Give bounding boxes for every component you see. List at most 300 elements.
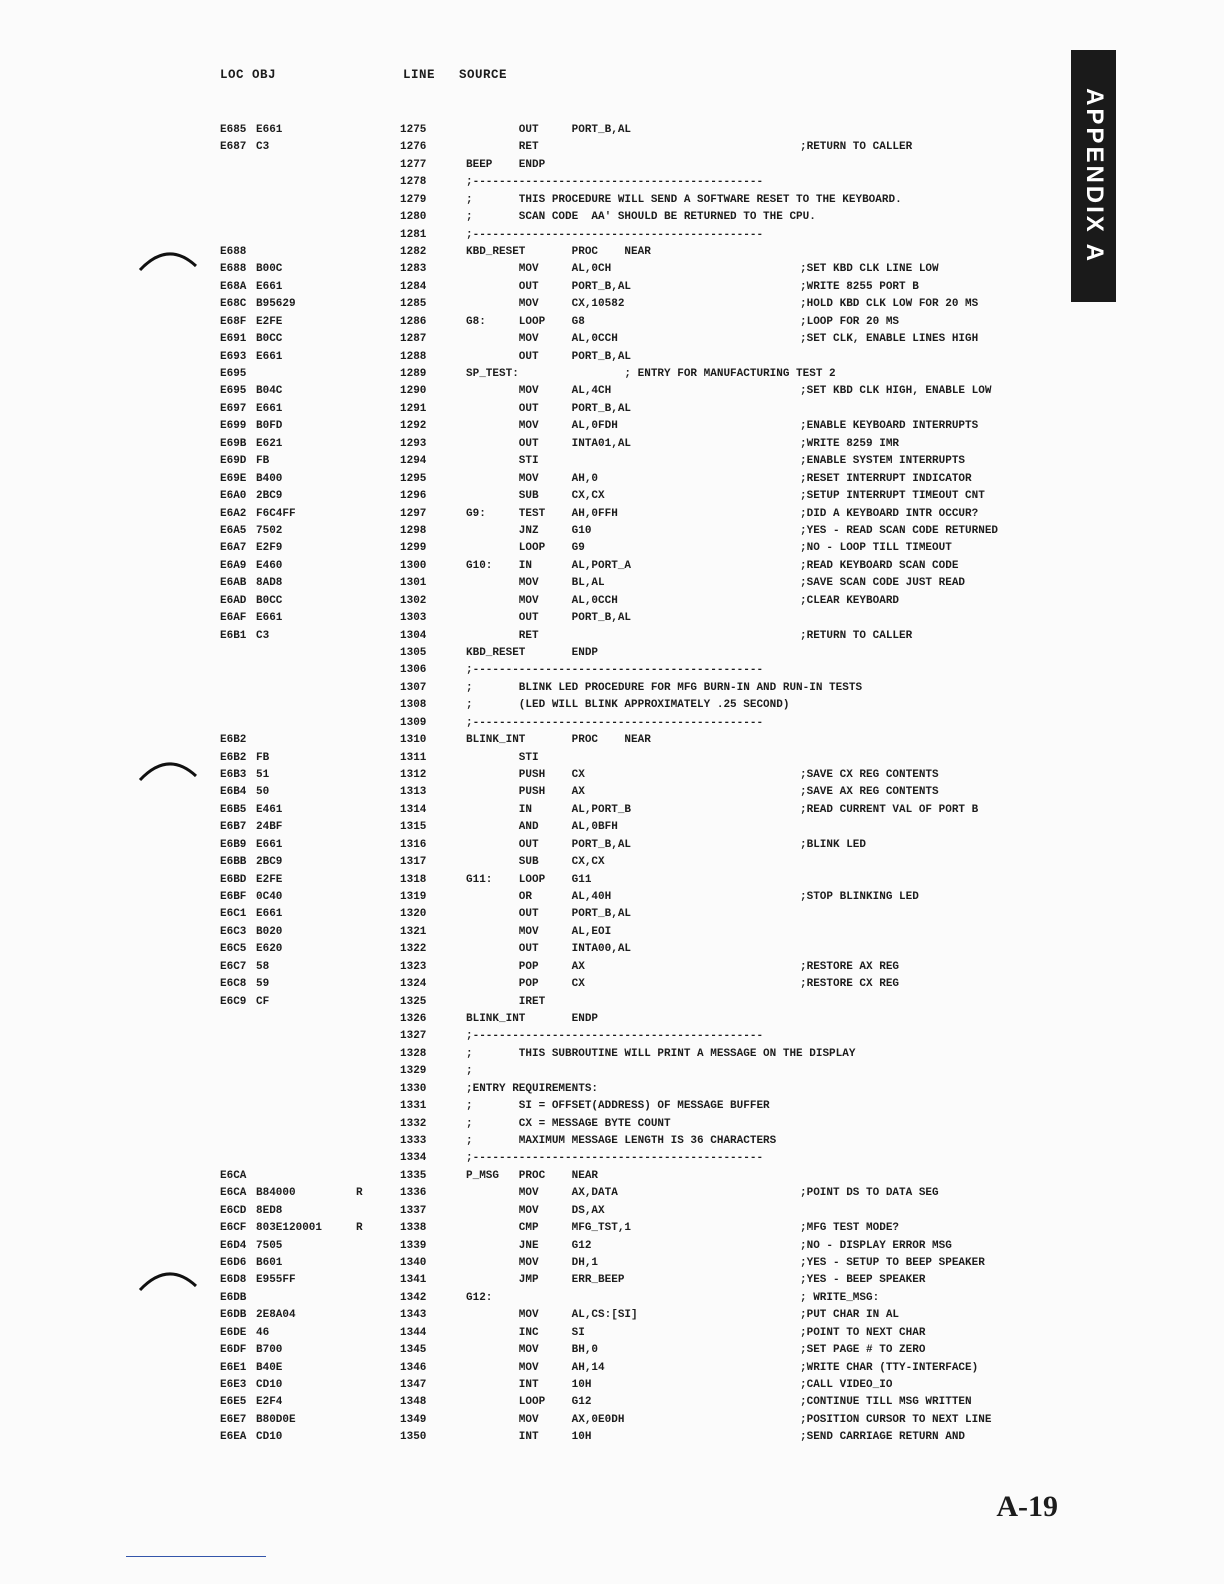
source-cell: ; CX = MESSAGE BYTE COUNT xyxy=(466,1117,671,1130)
obj-cell: E620 xyxy=(256,943,283,956)
source-cell: LOOP G12 xyxy=(466,1396,592,1409)
comment-cell: ;BLINK LED xyxy=(800,838,867,851)
listing-row xyxy=(0,159,1224,176)
loc-cell: E6BF xyxy=(220,890,247,903)
line-number: 1324 xyxy=(400,978,427,991)
listing-row xyxy=(0,508,1224,525)
line-number: 1301 xyxy=(400,577,427,590)
listing-row xyxy=(0,281,1224,298)
loc-cell: E6D8 xyxy=(220,1274,247,1287)
comment-cell: ;ENABLE SYSTEM INTERRUPTS xyxy=(800,455,966,468)
comment-cell: ;STOP BLINKING LED xyxy=(800,890,919,903)
obj-cell: FB xyxy=(256,455,270,468)
line-number: 1305 xyxy=(400,646,427,659)
reloc-cell: R xyxy=(356,1187,363,1200)
source-cell: RET xyxy=(466,629,539,642)
obj-cell: E2F4 xyxy=(256,1396,283,1409)
line-number: 1284 xyxy=(400,280,427,293)
line-number: 1315 xyxy=(400,821,427,834)
source-cell: RET xyxy=(466,141,539,154)
obj-cell: B020 xyxy=(256,925,283,938)
page-number: A-19 xyxy=(996,1490,1058,1523)
loc-cell: E6E3 xyxy=(220,1379,247,1391)
listing-row xyxy=(0,194,1224,211)
line-number: 1335 xyxy=(400,1169,427,1182)
loc-cell: E6A9 xyxy=(220,559,247,572)
line-number: 1295 xyxy=(400,472,427,485)
source-cell: JMP ERR_BEEP xyxy=(466,1274,625,1287)
line-number: 1344 xyxy=(400,1326,427,1339)
line-number: 1291 xyxy=(400,402,427,415)
line-number: 1286 xyxy=(400,315,427,328)
line-number: 1293 xyxy=(400,437,427,450)
loc-cell: E697 xyxy=(220,402,247,415)
listing-row xyxy=(0,1344,1224,1361)
obj-cell: B84000 xyxy=(256,1187,296,1200)
line-number: 1283 xyxy=(400,263,427,276)
source-cell: ; xyxy=(466,1065,473,1078)
loc-cell: E6DF xyxy=(220,1344,247,1357)
comment-cell: ;RESTORE AX REG xyxy=(800,960,900,973)
line-number: 1336 xyxy=(400,1187,427,1200)
line-number: 1345 xyxy=(400,1344,427,1357)
listing-row xyxy=(0,1222,1224,1239)
obj-cell: B400 xyxy=(256,472,283,485)
line-number: 1333 xyxy=(400,1134,427,1147)
line-number: 1340 xyxy=(400,1257,427,1269)
listing-row xyxy=(0,1379,1224,1396)
source-cell: MOV CX,10582 xyxy=(466,298,625,311)
comment-cell: ;SAVE CX REG CONTENTS xyxy=(800,768,939,781)
obj-cell: B0FD xyxy=(256,420,283,433)
listing-row xyxy=(0,769,1224,786)
source-cell: KBD_RESET ENDP xyxy=(466,646,599,659)
loc-cell: E6E1 xyxy=(220,1361,247,1374)
line-number: 1343 xyxy=(400,1309,427,1322)
listing-row xyxy=(0,1065,1224,1082)
source-cell: KBD_RESET PROC NEAR xyxy=(466,246,651,258)
listing-row xyxy=(0,1240,1224,1257)
source-cell: POP CX xyxy=(466,978,585,991)
source-cell: ; THIS PROCEDURE WILL SEND A SOFTWARE RESET TO THE KEYBOARD. xyxy=(466,193,902,206)
source-cell: MOV DS,AX xyxy=(466,1204,605,1217)
footer-rule xyxy=(126,1556,266,1557)
loc-cell: E6B9 xyxy=(220,838,247,851)
listing-row xyxy=(0,595,1224,612)
line-number: 1310 xyxy=(400,734,427,746)
obj-cell: E661 xyxy=(256,838,283,851)
comment-cell: ;CONTINUE TILL MSG WRITTEN xyxy=(800,1396,972,1409)
comment-cell: ;POINT TO NEXT CHAR xyxy=(800,1326,926,1339)
source-cell: OUT PORT_B,AL xyxy=(466,402,632,415)
header-source: SOURCE xyxy=(459,68,508,82)
comment-cell: ;POSITION CURSOR TO NEXT LINE xyxy=(800,1413,992,1426)
obj-cell: B95629 xyxy=(256,298,296,311)
source-cell: LOOP G9 xyxy=(466,542,585,555)
obj-cell: C3 xyxy=(256,629,270,642)
listing-row xyxy=(0,1013,1224,1030)
obj-cell: E460 xyxy=(256,559,283,572)
line-number: 1334 xyxy=(400,1152,427,1165)
source-cell: INT 10H xyxy=(466,1379,592,1391)
comment-cell: ;READ CURRENT VAL OF PORT B xyxy=(800,803,979,816)
line-number: 1323 xyxy=(400,960,427,973)
line-number: 1318 xyxy=(400,873,427,886)
obj-cell: FB xyxy=(256,751,270,764)
obj-cell: 2BC9 xyxy=(256,856,283,869)
line-number: 1288 xyxy=(400,350,427,363)
obj-cell: 24BF xyxy=(256,821,283,834)
line-number: 1292 xyxy=(400,420,427,433)
source-cell: MOV AL,CS:[SI] xyxy=(466,1309,638,1322)
comment-cell: ;SAVE AX REG CONTENTS xyxy=(800,786,939,799)
source-cell: JNE G12 xyxy=(466,1239,592,1252)
obj-cell: B00C xyxy=(256,263,283,276)
loc-cell: E699 xyxy=(220,420,247,433)
loc-cell: E6B3 xyxy=(220,768,247,781)
line-number: 1312 xyxy=(400,768,427,781)
comment-cell: ;POINT DS TO DATA SEG xyxy=(800,1187,939,1200)
line-number: 1302 xyxy=(400,594,427,607)
line-number: 1289 xyxy=(400,368,427,380)
obj-cell: E661 xyxy=(256,612,283,624)
loc-cell: E6B4 xyxy=(220,786,247,799)
comment-cell: ;YES - SETUP TO BEEP SPEAKER xyxy=(800,1257,985,1269)
loc-cell: E6A7 xyxy=(220,542,247,555)
source-cell: ; SI = OFFSET(ADDRESS) OF MESSAGE BUFFER xyxy=(466,1100,770,1113)
line-number: 1275 xyxy=(400,124,427,136)
loc-cell: E6A5 xyxy=(220,524,247,537)
obj-cell: B700 xyxy=(256,1344,283,1357)
source-cell: MOV AL,EOI xyxy=(466,925,612,938)
obj-cell: B40E xyxy=(256,1361,283,1374)
obj-cell: E2F9 xyxy=(256,542,283,555)
listing-row xyxy=(0,943,1224,960)
line-number: 1277 xyxy=(400,158,427,171)
source-cell: ;ENTRY REQUIREMENTS: xyxy=(466,1082,599,1095)
listing-row xyxy=(0,839,1224,856)
source-cell: MOV AX,DATA xyxy=(466,1187,618,1200)
source-cell: MOV AH,14 xyxy=(466,1361,605,1374)
source-cell: STI xyxy=(466,455,539,468)
listing-row xyxy=(0,124,1224,141)
obj-cell: 803E120001 xyxy=(256,1222,323,1235)
source-cell: ; BLINK LED PROCEDURE FOR MFG BURN-IN AND RUN-IN TESTS xyxy=(466,681,863,694)
obj-cell: E661 xyxy=(256,280,283,293)
line-number: 1297 xyxy=(400,507,427,520)
line-number: 1311 xyxy=(400,751,427,764)
comment-cell: ;NO - DISPLAY ERROR MSG xyxy=(800,1239,952,1252)
obj-cell: E461 xyxy=(256,803,283,816)
obj-cell: E621 xyxy=(256,437,283,450)
line-number: 1281 xyxy=(400,228,427,241)
loc-cell: E69B xyxy=(220,437,247,450)
source-cell: PUSH AX xyxy=(466,786,585,799)
line-number: 1299 xyxy=(400,542,427,555)
obj-cell: E661 xyxy=(256,350,283,363)
appendix-tab-label: APPENDIX A xyxy=(1081,88,1108,264)
listing-row xyxy=(0,908,1224,925)
listing-row xyxy=(0,176,1224,193)
obj-cell: 2BC9 xyxy=(256,490,283,502)
line-number: 1321 xyxy=(400,925,427,938)
reloc-cell: R xyxy=(356,1222,363,1235)
obj-cell: 50 xyxy=(256,786,270,799)
loc-cell: E6E5 xyxy=(220,1396,247,1409)
line-number: 1322 xyxy=(400,943,427,956)
line-number: 1327 xyxy=(400,1030,427,1043)
listing-row xyxy=(0,1118,1224,1135)
listing-row xyxy=(0,682,1224,699)
line-number: 1346 xyxy=(400,1361,427,1374)
header-loc-obj: LOC OBJ xyxy=(220,68,277,82)
loc-cell: E6E7 xyxy=(220,1413,247,1426)
comment-cell: ;SET PAGE # TO ZERO xyxy=(800,1344,926,1357)
listing-row xyxy=(0,385,1224,402)
source-cell: ; THIS SUBROUTINE WILL PRINT A MESSAGE ON THE DISPLAY xyxy=(466,1047,856,1060)
line-number: 1280 xyxy=(400,211,427,224)
obj-cell: CF xyxy=(256,995,270,1008)
obj-cell: E2FE xyxy=(256,873,283,886)
line-number: 1332 xyxy=(400,1117,427,1130)
header-line: LINE xyxy=(403,68,436,82)
obj-cell: E661 xyxy=(256,124,283,136)
obj-cell: 58 xyxy=(256,960,270,973)
listing-row xyxy=(0,1187,1224,1204)
source-cell: SUB CX,CX xyxy=(466,490,605,502)
comment-cell: ;SET KBD CLK LINE LOW xyxy=(800,263,939,276)
loc-cell: E6CD xyxy=(220,1204,247,1217)
listing-row xyxy=(0,734,1224,751)
line-number: 1290 xyxy=(400,385,427,398)
comment-cell: ;WRITE 8259 IMR xyxy=(800,437,900,450)
source-cell: IN AL,PORT_B xyxy=(466,803,632,816)
obj-cell: 46 xyxy=(256,1326,270,1339)
loc-cell: E688 xyxy=(220,263,247,276)
comment-cell: ;SET KBD CLK HIGH, ENABLE LOW xyxy=(800,385,992,398)
comment-cell: ;MFG TEST MODE? xyxy=(800,1222,900,1235)
comment-cell: ;SAVE SCAN CODE JUST READ xyxy=(800,577,966,590)
source-cell: ;-------------------------------------------- xyxy=(466,176,764,189)
obj-cell: B0CC xyxy=(256,594,283,607)
line-number: 1342 xyxy=(400,1291,427,1304)
line-number: 1320 xyxy=(400,908,427,921)
loc-cell: E69E xyxy=(220,472,247,485)
listing-row xyxy=(0,351,1224,368)
listing-row xyxy=(0,525,1224,542)
source-cell: ; SCAN CODE AA' SHOULD BE RETURNED TO THE CPU. xyxy=(466,211,816,224)
source-cell: OUT PORT_B,AL xyxy=(466,908,632,921)
source-cell: MOV AL,0FDH xyxy=(466,420,618,433)
loc-cell: E6BD xyxy=(220,873,247,886)
listing-row xyxy=(0,996,1224,1013)
line-number: 1285 xyxy=(400,298,427,311)
loc-cell: E6B5 xyxy=(220,803,247,816)
source-cell: BLINK_INT ENDP xyxy=(466,1012,599,1025)
obj-cell: 8ED8 xyxy=(256,1204,283,1217)
source-cell: OR AL,40H xyxy=(466,890,612,903)
listing-row xyxy=(0,229,1224,246)
line-number: 1276 xyxy=(400,141,427,154)
listing-row xyxy=(0,1309,1224,1326)
source-cell: JNZ G10 xyxy=(466,524,592,537)
line-number: 1313 xyxy=(400,786,427,799)
comment-cell: ;HOLD KBD CLK LOW FOR 20 MS xyxy=(800,298,979,311)
obj-cell: 59 xyxy=(256,978,270,991)
obj-cell: 0C40 xyxy=(256,890,283,903)
loc-cell: E68A xyxy=(220,280,247,293)
listing-row xyxy=(0,403,1224,420)
line-number: 1303 xyxy=(400,612,427,624)
loc-cell: E6DB xyxy=(220,1291,247,1304)
source-cell: CMP MFG_TST,1 xyxy=(466,1222,632,1235)
obj-cell: E2FE xyxy=(256,315,283,328)
line-number: 1326 xyxy=(400,1012,427,1025)
listing-row xyxy=(0,1414,1224,1431)
obj-cell: E661 xyxy=(256,908,283,921)
loc-cell: E688 xyxy=(220,246,247,258)
loc-cell: E6B1 xyxy=(220,629,247,642)
source-cell: BLINK_INT PROC NEAR xyxy=(466,734,651,746)
comment-cell: ;CALL VIDEO_IO xyxy=(800,1379,893,1391)
source-cell: OUT PORT_B,AL xyxy=(466,350,632,363)
listing-row xyxy=(0,368,1224,385)
listing-row xyxy=(0,926,1224,943)
line-number: 1347 xyxy=(400,1379,427,1391)
loc-cell: E695 xyxy=(220,385,247,398)
loc-cell: E6CF xyxy=(220,1222,247,1235)
obj-cell: C3 xyxy=(256,141,270,154)
line-number: 1341 xyxy=(400,1274,427,1287)
listing-row xyxy=(0,874,1224,891)
line-number: 1304 xyxy=(400,629,427,642)
loc-cell: E6C9 xyxy=(220,995,247,1008)
obj-cell: 7502 xyxy=(256,524,283,537)
listing-row xyxy=(0,717,1224,734)
listing-row xyxy=(0,455,1224,472)
source-cell: ;-------------------------------------------- xyxy=(466,1152,764,1165)
listing-row xyxy=(0,699,1224,716)
source-cell: OUT INTA00,AL xyxy=(466,943,632,956)
loc-cell: E6D6 xyxy=(220,1257,247,1269)
obj-cell: F6C4FF xyxy=(256,507,296,520)
line-number: 1350 xyxy=(400,1431,427,1444)
listing-row xyxy=(0,246,1224,263)
loc-cell: E6AB xyxy=(220,577,247,590)
listing-row xyxy=(0,856,1224,873)
line-number: 1314 xyxy=(400,803,427,816)
source-cell: P_MSG PROC NEAR xyxy=(466,1169,599,1182)
comment-cell: ;RESTORE CX REG xyxy=(800,978,900,991)
comment-cell: ;YES - BEEP SPEAKER xyxy=(800,1274,926,1287)
loc-cell: E6D4 xyxy=(220,1239,247,1252)
comment-cell: ;RESET INTERRUPT INDICATOR xyxy=(800,472,972,485)
source-cell: MOV BH,0 xyxy=(466,1344,599,1357)
obj-cell: B0CC xyxy=(256,333,283,346)
listing-row xyxy=(0,333,1224,350)
obj-cell: CD10 xyxy=(256,1379,283,1391)
source-cell: ;-------------------------------------------- xyxy=(466,664,764,677)
obj-cell: 8AD8 xyxy=(256,577,283,590)
listing-row xyxy=(0,1292,1224,1309)
loc-cell: E687 xyxy=(220,141,247,154)
comment-cell: ;SET CLK, ENABLE LINES HIGH xyxy=(800,333,979,346)
line-number: 1309 xyxy=(400,716,427,729)
loc-cell: E6B2 xyxy=(220,751,247,764)
source-cell: G8: LOOP G8 xyxy=(466,315,585,328)
loc-cell: E6B7 xyxy=(220,821,247,834)
listing-row xyxy=(0,891,1224,908)
source-cell: INT 10H xyxy=(466,1431,592,1444)
source-cell: G10: IN AL,PORT_A xyxy=(466,559,632,572)
line-number: 1316 xyxy=(400,838,427,851)
source-cell: AND AL,0BFH xyxy=(466,821,618,834)
loc-cell: E685 xyxy=(220,124,247,136)
source-cell: OUT PORT_B,AL xyxy=(466,838,632,851)
loc-cell: E6A0 xyxy=(220,490,247,502)
source-cell: INC SI xyxy=(466,1326,585,1339)
listing-row xyxy=(0,420,1224,437)
loc-cell: E6CA xyxy=(220,1169,247,1182)
listing-row xyxy=(0,298,1224,315)
obj-cell: CD10 xyxy=(256,1431,283,1444)
comment-cell: ;CLEAR KEYBOARD xyxy=(800,594,900,607)
listing-row xyxy=(0,786,1224,803)
line-number: 1317 xyxy=(400,856,427,869)
source-cell: G12: xyxy=(466,1291,493,1304)
obj-cell: 51 xyxy=(256,768,270,781)
loc-cell: E69D xyxy=(220,455,247,468)
source-cell: OUT PORT_B,AL xyxy=(466,124,632,136)
source-cell: MOV AL,0CCH xyxy=(466,333,618,346)
comment-cell: ;YES - READ SCAN CODE RETURNED xyxy=(800,524,999,537)
listing-row xyxy=(0,1362,1224,1379)
loc-cell: E6C3 xyxy=(220,925,247,938)
line-number: 1308 xyxy=(400,699,427,712)
comment-cell: ;SEND CARRIAGE RETURN AND xyxy=(800,1431,966,1444)
comment-cell: ;RETURN TO CALLER xyxy=(800,629,913,642)
listing-row xyxy=(0,1030,1224,1047)
comment-cell: ;NO - LOOP TILL TIMEOUT xyxy=(800,542,952,555)
listing-row xyxy=(0,1257,1224,1274)
listing-row xyxy=(0,316,1224,333)
comment-cell: ;LOOP FOR 20 MS xyxy=(800,315,900,328)
source-cell: SUB CX,CX xyxy=(466,856,605,869)
line-number: 1329 xyxy=(400,1065,427,1078)
loc-cell: E6B2 xyxy=(220,734,247,746)
listing-row xyxy=(0,1135,1224,1152)
line-number: 1307 xyxy=(400,681,427,694)
listing-row xyxy=(0,1396,1224,1413)
source-cell: SP_TEST: ; ENTRY FOR MANUFACTURING TEST 2 xyxy=(466,368,836,380)
obj-cell: 7505 xyxy=(256,1239,283,1252)
loc-cell: E68F xyxy=(220,315,247,328)
listing-row xyxy=(0,821,1224,838)
listing-row xyxy=(0,1205,1224,1222)
line-number: 1287 xyxy=(400,333,427,346)
comment-cell: ;WRITE CHAR (TTY-INTERFACE) xyxy=(800,1361,979,1374)
listing-row xyxy=(0,1327,1224,1344)
loc-cell: E6EA xyxy=(220,1431,247,1444)
listing-row xyxy=(0,473,1224,490)
line-number: 1278 xyxy=(400,176,427,189)
listing-row xyxy=(0,630,1224,647)
line-number: 1296 xyxy=(400,490,427,502)
listing-row xyxy=(0,542,1224,559)
line-number: 1337 xyxy=(400,1204,427,1217)
listing-row xyxy=(0,961,1224,978)
comment-cell: ;SETUP INTERRUPT TIMEOUT CNT xyxy=(800,490,985,502)
